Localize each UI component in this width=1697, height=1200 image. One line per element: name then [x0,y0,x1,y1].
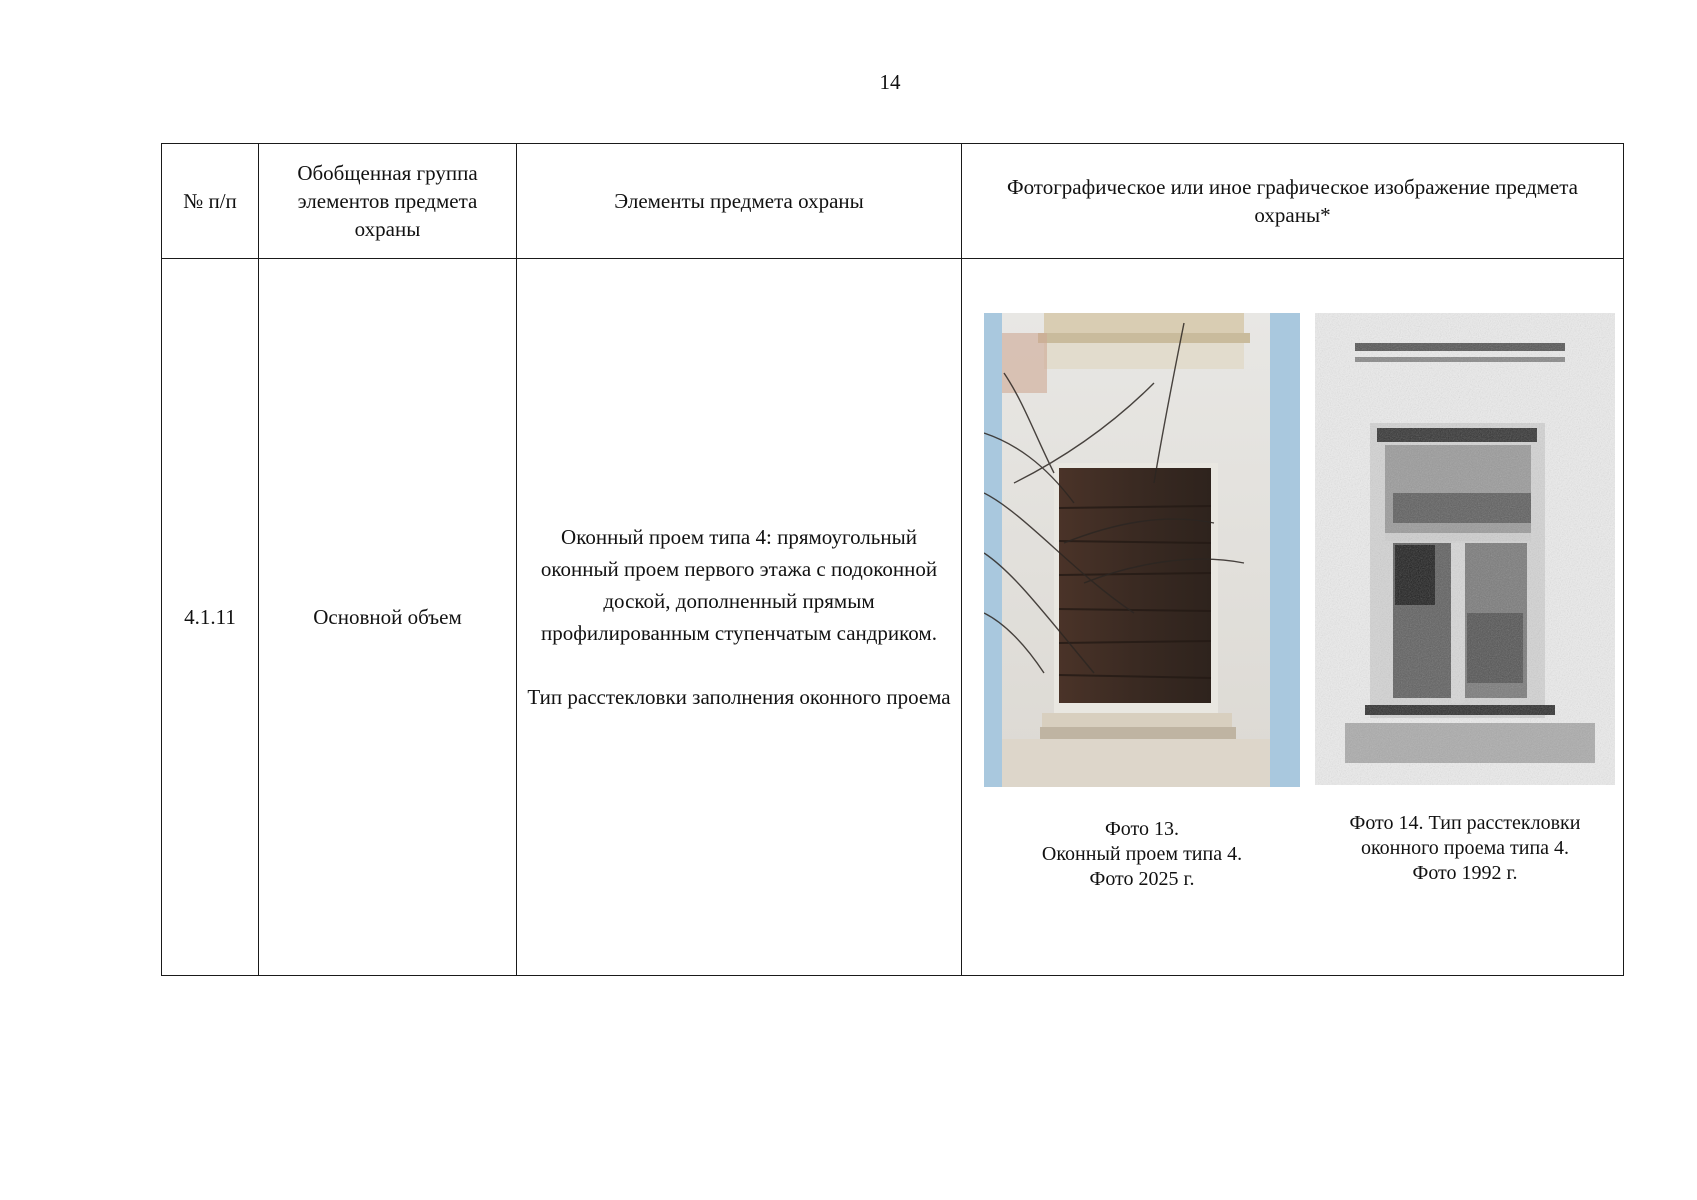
photo-14-caption-line-1: Фото 14. Тип расстекловки [1349,812,1581,834]
table-header-row [162,144,1624,259]
photo-14-caption-line-3: Фото 1992 г. [1412,862,1518,884]
photo-13-caption-line-1: Фото 13. [1104,818,1179,840]
header-group: Обобщенная группа элементов предмета охраны [259,144,517,259]
photo-14-caption [1315,811,1615,886]
page-number: 14 [879,70,901,94]
heritage-table [161,143,1624,976]
elements-glazing-type: Тип расстекловки заполнения оконного проема [527,685,951,709]
photo-14-block [1315,313,1615,886]
table-row [162,259,1624,976]
photo-13-image [984,313,1300,787]
photo-13-caption-line-2: Оконный проем типа 4. [1041,843,1243,865]
elements-description: Оконный проем типа 4: прямоугольный оконный проем первого этажа с подоконной доской, дополненный прямым профилированным ступенчатым сандриком. [540,525,938,645]
photo-13-caption-line-3: Фото 2025 г. [1089,868,1195,890]
photo-13-block [984,313,1300,892]
photo-13-caption [984,817,1300,892]
header-photo: Фотографическое или иное графическое изображение предмета охраны* [962,144,1624,259]
row-elements [517,259,962,976]
header-num: № п/п [162,144,259,259]
photo-14-image [1315,313,1615,785]
row-group: Основной объем [259,259,517,976]
row-photos [962,259,1624,976]
row-num: 4.1.11 [162,259,259,976]
header-elements: Элементы предмета охраны [517,144,962,259]
photo-14-caption-line-2: оконного проема типа 4. [1360,837,1570,859]
